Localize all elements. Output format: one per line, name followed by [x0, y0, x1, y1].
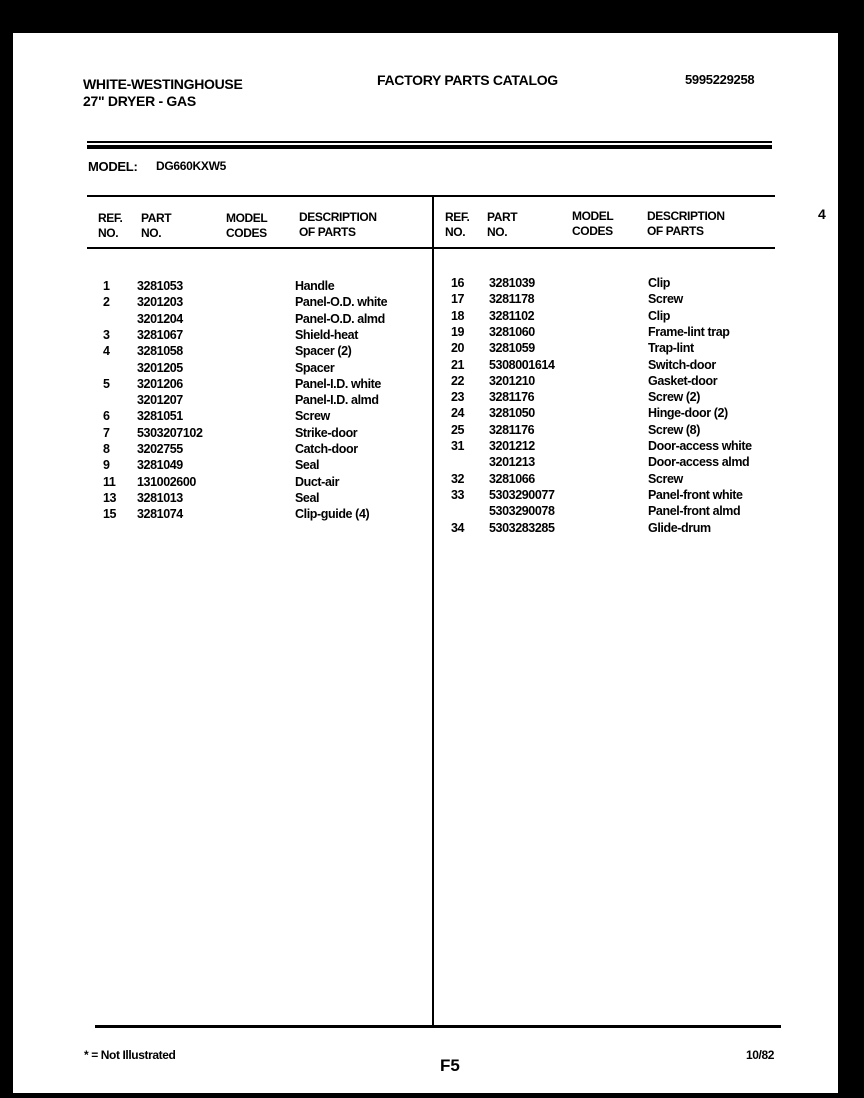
ref-no: 18: [451, 308, 465, 323]
part-no: 3281049: [137, 458, 183, 473]
description: Trap-lint: [648, 341, 694, 356]
column-divider: [432, 195, 434, 1027]
description: Screw: [648, 292, 683, 307]
description: Panel-O.D. almd: [295, 311, 385, 326]
catalog-number: 5995229258: [685, 72, 755, 87]
brand-block: [83, 76, 242, 110]
description: Frame-lint trap: [648, 324, 730, 339]
ref-no: 19: [451, 324, 465, 339]
ref-no: 4: [103, 344, 110, 359]
col-description-left: DESCRIPTION OF PARTS: [299, 210, 377, 239]
header-rule-thick: [87, 145, 772, 149]
description: Door-access white: [648, 439, 752, 453]
ref-no: 22: [451, 373, 465, 388]
ref-no: 33: [451, 487, 465, 502]
ref-no: 7: [103, 425, 110, 440]
part-no: 131002600: [137, 474, 196, 489]
ref-no: 6: [103, 409, 110, 424]
description: Glide-drum: [648, 520, 711, 535]
ref-no: 5: [103, 376, 110, 391]
description: Screw (2): [648, 390, 700, 405]
col-ref-no-left: REF. NO.: [98, 211, 123, 240]
col-part-no-right: PART NO.: [487, 210, 518, 239]
product-line: 27" DRYER - GAS: [83, 93, 196, 109]
part-no: 3281060: [489, 324, 535, 339]
part-no: 3281102: [489, 308, 535, 323]
col-model-codes-right: MODEL CODES: [572, 209, 614, 238]
part-no: 3281051: [137, 409, 183, 424]
description: Seal: [295, 458, 320, 473]
part-no: 3281039: [489, 276, 535, 290]
description: Gasket-door: [648, 373, 718, 388]
part-no: 3201204: [137, 311, 183, 326]
part-no: 3201210: [489, 373, 535, 388]
part-no: 5308001614: [489, 357, 555, 372]
ref-no: 20: [451, 341, 465, 356]
part-no: 5303283285: [489, 520, 555, 535]
col-ref-no-right: REF. NO.: [445, 210, 470, 239]
part-no: 3202755: [137, 442, 183, 456]
part-no: 3201203: [137, 295, 183, 310]
part-no: 5303290078: [489, 504, 555, 519]
description: Strike-door: [295, 425, 358, 440]
part-no: 3281059: [489, 341, 535, 356]
ref-no: 2: [103, 295, 110, 310]
part-no: 3201212: [489, 439, 535, 453]
catalog-page: [13, 33, 838, 1093]
description: Panel-I.D. white: [295, 376, 381, 391]
part-no: 3281053: [137, 279, 183, 293]
part-no: 3281050: [489, 406, 535, 421]
description: Clip: [648, 276, 671, 290]
description: Door-access almd: [648, 455, 750, 470]
part-no: 3281058: [137, 344, 183, 359]
description: Panel-I.D. almd: [295, 393, 379, 408]
part-no: 3281176: [489, 390, 535, 405]
page-number: F5: [440, 1056, 460, 1075]
ref-no: 16: [451, 276, 465, 290]
ref-no: 17: [451, 292, 465, 307]
ref-no: 9: [103, 458, 110, 473]
part-no: 3281013: [137, 490, 183, 505]
description: Screw: [295, 409, 330, 424]
col-model-codes-left: MODEL CODES: [226, 211, 268, 240]
description: Catch-door: [295, 442, 358, 456]
margin-mark: 4: [818, 206, 826, 222]
description: Panel-front almd: [648, 504, 741, 519]
description: Screw: [648, 471, 683, 486]
ref-no: 25: [451, 422, 465, 437]
part-no: 5303207102: [137, 425, 203, 440]
brand-name: WHITE-WESTINGHOUSE: [83, 76, 243, 92]
description: Spacer (2): [295, 344, 352, 359]
description: Spacer: [295, 360, 335, 375]
catalog-title: FACTORY PARTS CATALOG: [377, 72, 558, 88]
ref-no: 32: [451, 471, 465, 486]
description: Clip: [648, 308, 671, 323]
part-no: 3281074: [137, 507, 183, 522]
ref-no: 24: [451, 406, 465, 421]
col-part-no-left: PART NO.: [141, 211, 172, 240]
part-no: 3281067: [137, 327, 183, 342]
ref-no: 11: [103, 474, 116, 489]
description: Handle: [295, 279, 335, 293]
part-no: 3201207: [137, 393, 183, 408]
part-no: 3201206: [137, 376, 183, 391]
table-header-bottom-rule: [87, 247, 775, 249]
ref-no: 34: [451, 520, 465, 535]
part-no: 3201205: [137, 360, 183, 375]
part-no: 3281066: [489, 471, 535, 486]
table-top-rule: [87, 195, 775, 197]
description: Shield-heat: [295, 327, 358, 342]
model-label: MODEL:: [88, 159, 138, 174]
ref-no: 3: [103, 327, 110, 342]
description: Hinge-door (2): [648, 406, 728, 421]
description: Duct-air: [295, 474, 340, 489]
ref-no: 15: [103, 507, 117, 522]
description: Seal: [295, 490, 320, 505]
part-no: 3201213: [489, 455, 535, 470]
table-bottom-rule: [95, 1025, 781, 1028]
part-no: 3281178: [489, 292, 535, 307]
ref-no: 8: [103, 442, 110, 456]
part-no: 5303290077: [489, 487, 555, 502]
description: Switch-door: [648, 357, 716, 372]
ref-no: 21: [451, 357, 465, 372]
col-description-right: DESCRIPTION OF PARTS: [647, 209, 725, 238]
ref-no: 13: [103, 490, 117, 505]
description: Clip-guide (4): [295, 507, 370, 522]
ref-no: 23: [451, 390, 465, 405]
description: Panel-O.D. white: [295, 295, 388, 310]
description: Screw (8): [648, 422, 700, 437]
header-rule-thin: [87, 141, 772, 143]
model-number: DG660KXW5: [156, 159, 226, 173]
not-illustrated-note: * = Not Illustrated: [84, 1048, 176, 1062]
description: Panel-front white: [648, 487, 743, 502]
ref-no: 1: [103, 279, 110, 293]
ref-no: 31: [451, 439, 465, 453]
revision-date: 10/82: [746, 1048, 775, 1062]
part-no: 3281176: [489, 422, 535, 437]
